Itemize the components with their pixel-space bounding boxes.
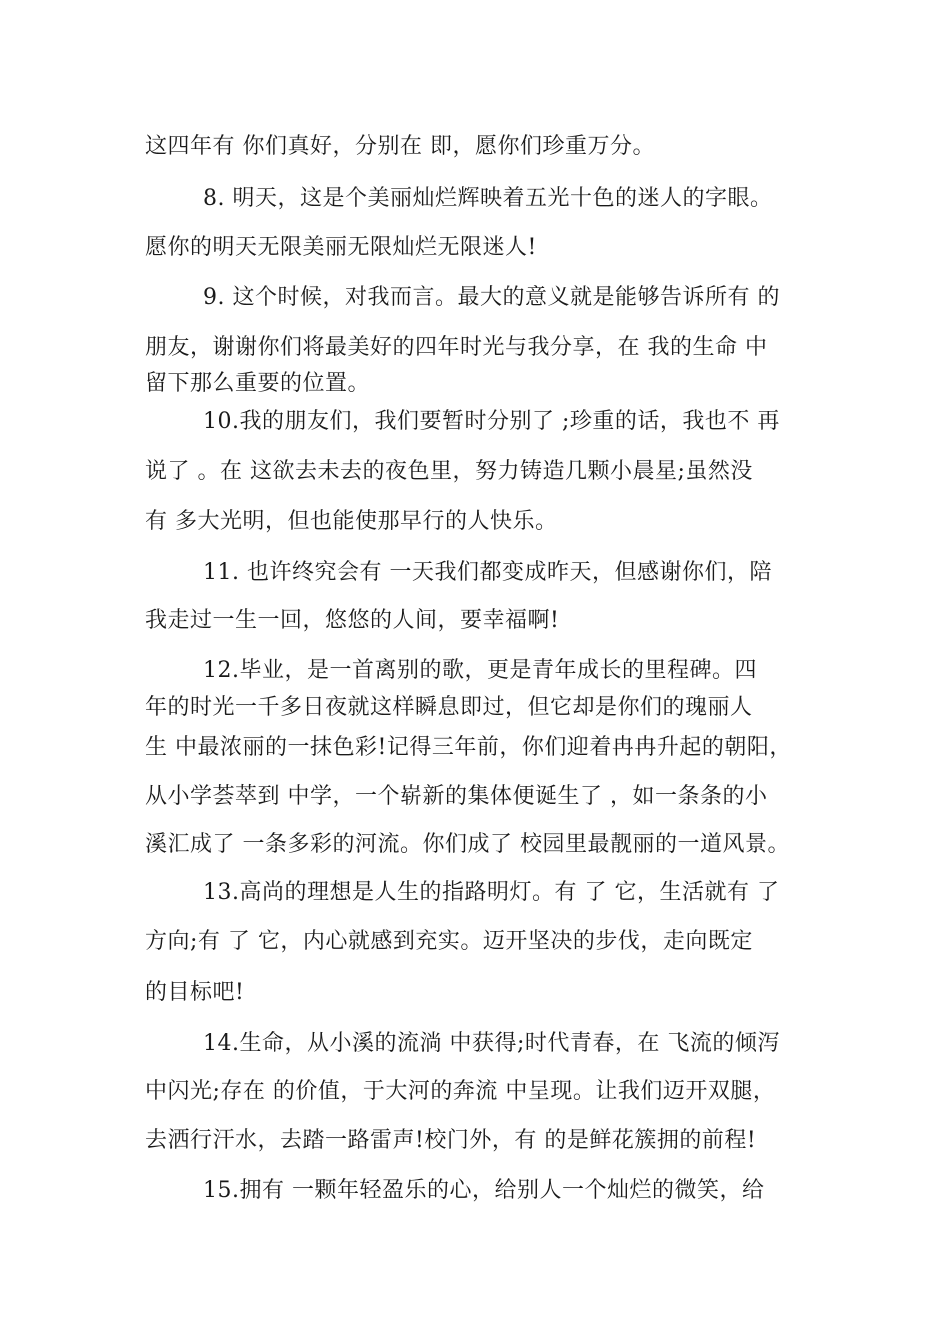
text-line: 朋友，谢谢你们将最美好的四年时光与我分享，在 我的生命 中	[145, 335, 768, 360]
text-line: 年的时光一千多日夜就这样瞬息即过，但它却是你们的瑰丽人	[145, 695, 753, 720]
text-line: 说了 。在 这欲去未去的夜色里，努力铸造几颗小晨星;虽然没	[145, 459, 753, 484]
text-line: 13.高尚的理想是人生的指路明灯。有 了 它，生活就有 了	[203, 880, 780, 905]
text-line: 9. 这个时候，对我而言。最大的意义就是能够告诉所有 的	[203, 285, 780, 310]
text-line: 我走过一生一回，悠悠的人间，要幸福啊!	[145, 608, 560, 633]
text-line: 15.拥有 一颗年轻盈乐的心，给别人一个灿烂的微笑，给	[203, 1178, 765, 1203]
text-line: 这四年有 你们真好，分别在 即，愿你们珍重万分。	[145, 134, 655, 159]
text-line: 生 中最浓丽的一抹色彩!记得三年前，你们迎着冉冉升起的朝阳，	[145, 735, 792, 760]
text-line: 14.生命，从小溪的流淌 中获得;时代青春，在 飞流的倾泻	[203, 1031, 780, 1056]
text-line: 中闪光;存在 的价值，于大河的奔流 中呈现。让我们迈开双腿，	[145, 1079, 776, 1104]
text-line: 有 多大光明，但也能使那早行的人快乐。	[145, 509, 558, 534]
text-line: 去洒行汗水，去踏一路雷声!校门外，有 的是鲜花簇拥的前程!	[145, 1128, 757, 1153]
text-line: 8. 明天，这是个美丽灿烂辉映着五光十色的迷人的字眼。	[203, 186, 773, 211]
text-line: 10.我的朋友们，我们要暂时分别了 ;珍重的话，我也不 再	[203, 409, 780, 434]
text-line: 从小学荟萃到 中学，一个崭新的集体便诞生了 ，如一条条的小	[145, 784, 768, 809]
text-line: 溪汇成了 一条多彩的河流。你们成了 校园里最靓丽的一道风景。	[145, 832, 790, 857]
text-line: 11. 也许终究会有 一天我们都变成昨天，但感谢你们，陪	[203, 560, 772, 585]
text-line: 的目标吧!	[145, 980, 245, 1005]
text-line: 方向;有 了 它，内心就感到充实。迈开坚决的步伐，走向既定	[145, 929, 753, 954]
text-line: 愿你的明天无限美丽无限灿烂无限迷人!	[145, 235, 537, 260]
text-line: 12.毕业，是一首离别的歌，更是青年成长的里程碑。四	[203, 658, 757, 683]
text-line: 留下那么重要的位置。	[145, 371, 371, 396]
